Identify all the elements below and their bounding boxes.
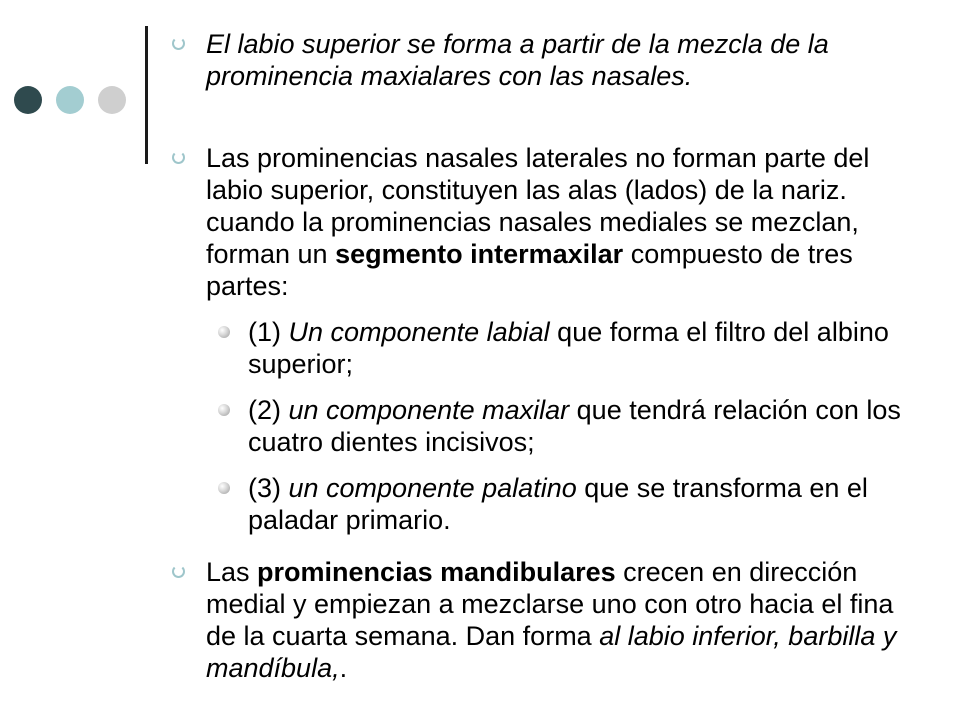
bullet-mandibular bbox=[172, 556, 912, 684]
bullet-icon bbox=[172, 151, 185, 164]
bullet-text: Las prominencias mandibulares crecen en dirección medial y empiezan a mezclarse uno con otro hacia el fina de la cuarta semana. Dan forma al labio inferior, barbilla y mandíbula,. bbox=[206, 557, 897, 683]
dark-dot-icon bbox=[14, 86, 42, 114]
subitem-palatino bbox=[214, 472, 912, 536]
bullet-icon bbox=[172, 37, 185, 50]
decorative-dots bbox=[14, 86, 124, 116]
sub-bullet-icon bbox=[218, 326, 230, 338]
bullet-text: El labio superior se forma a partir de la mezcla de la prominencia maxialares con las nasales. bbox=[206, 29, 829, 91]
bullet-upper-lip bbox=[172, 28, 912, 92]
subitem-text: (2) un componente maxilar que tendrá relación con los cuatro dientes incisivos; bbox=[248, 395, 901, 457]
subitem-maxilar bbox=[214, 394, 912, 458]
bullet-icon bbox=[172, 565, 185, 578]
subitem-labial bbox=[214, 316, 912, 380]
bullet-nasal-prominences bbox=[172, 142, 912, 302]
divider-line bbox=[145, 26, 148, 164]
teal-dot-icon bbox=[56, 86, 84, 114]
gray-dot-icon bbox=[98, 86, 126, 114]
subitem-text: (1) Un componente labial que forma el filtro del albino superior; bbox=[248, 317, 889, 379]
slide-content bbox=[172, 28, 912, 684]
subitem-text: (3) un componente palatino que se transforma en el paladar primario. bbox=[248, 473, 868, 535]
bullet-text: Las prominencias nasales laterales no forman parte del labio superior, constituyen las alas (lados) de la nariz. cuando la prominencias nasales mediales se mezclan, forman un segmento intermaxilar compuesto de tres partes: bbox=[206, 143, 870, 301]
sub-bullet-icon bbox=[218, 482, 230, 494]
sub-bullet-icon bbox=[218, 404, 230, 416]
